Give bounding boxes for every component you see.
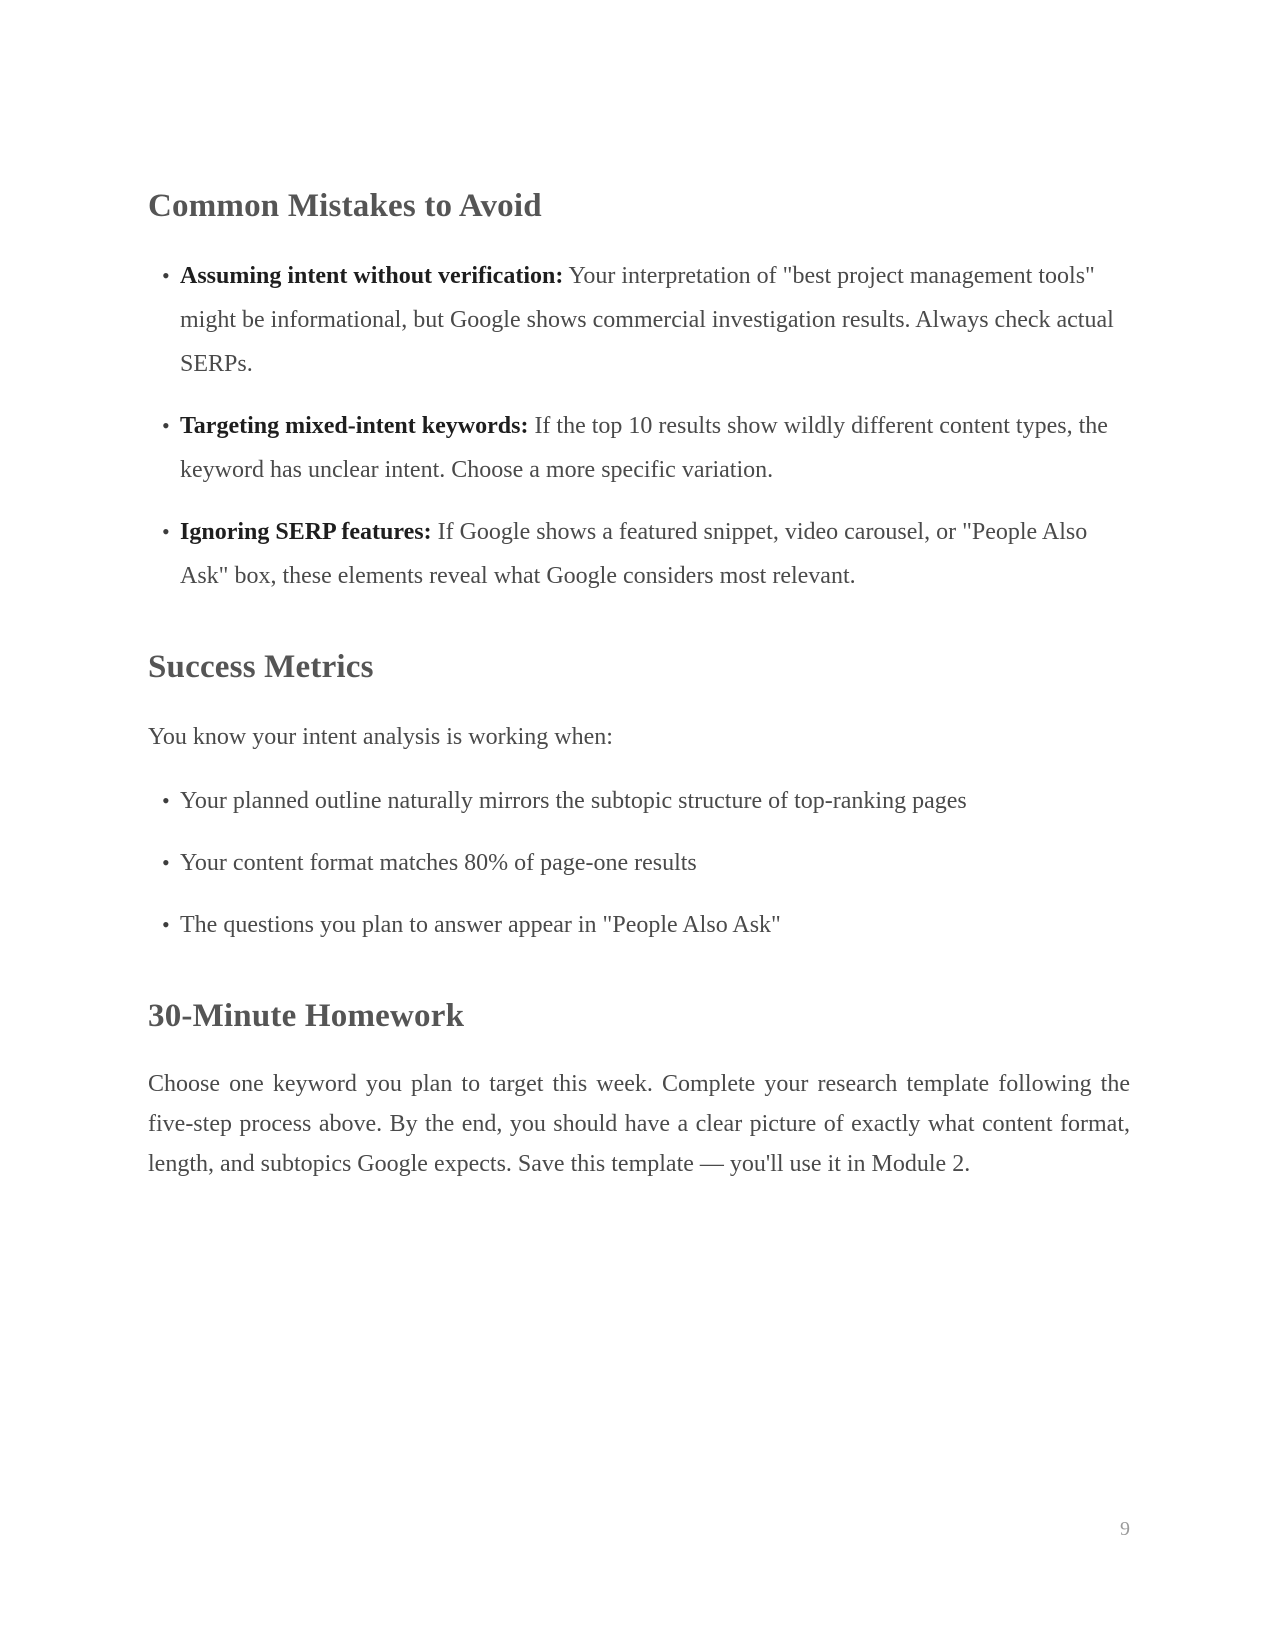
bullet-lead: Ignoring SERP features: <box>180 519 432 545</box>
bullet-content <box>180 519 1087 589</box>
section-heading-homework: 30-Minute Homework <box>148 998 465 1034</box>
bullet-content <box>180 263 1114 377</box>
bullet-marker: • <box>162 850 170 875</box>
bullet-marker: • <box>162 263 170 288</box>
bullet-marker: • <box>162 413 170 438</box>
list-item <box>148 254 1130 386</box>
bullet-text: If the top 10 results show wildly different content types, the keyword has unclear intent. Choose a more specific variation. <box>180 413 1108 483</box>
list-item <box>148 903 1130 947</box>
bullet-text: Your content format matches 80% of page-one results <box>180 850 697 876</box>
section-success-metrics <box>148 646 1130 947</box>
list-item <box>148 510 1130 598</box>
page-number: 9 <box>1120 1518 1130 1540</box>
bullet-lead: Assuming intent without verification: <box>180 263 564 289</box>
section-heading-common-mistakes: Common Mistakes to Avoid <box>148 188 542 224</box>
bullet-content <box>180 413 1108 483</box>
bullet-text: Your planned outline naturally mirrors the subtopic structure of top-ranking pages <box>180 788 967 814</box>
bullet-marker: • <box>162 788 170 813</box>
bullet-marker: • <box>162 912 170 937</box>
list-item <box>148 404 1130 492</box>
page-content <box>148 185 1130 1184</box>
common-mistakes-list <box>148 254 1130 598</box>
homework-paragraph: Choose one keyword you plan to target this week. Complete your research template following the five-step process above. By the end, you should have a clear picture of exactly what content format, length, and subtopics Google expects. Save this template — you'll use it in Module 2. <box>148 1071 1130 1177</box>
list-item <box>148 841 1130 885</box>
success-metrics-intro: You know your intent analysis is working when: <box>148 724 613 750</box>
list-item <box>148 779 1130 823</box>
bullet-marker: • <box>162 519 170 544</box>
bullet-text: The questions you plan to answer appear in "People Also Ask" <box>180 912 781 938</box>
success-metrics-list <box>148 779 1130 947</box>
section-heading-success-metrics: Success Metrics <box>148 649 374 685</box>
bullet-text: Your interpretation of "best project management tools" might be informational, but Google shows commercial investigation results. Always check actual SERPs. <box>180 263 1114 377</box>
bullet-lead: Targeting mixed-intent keywords: <box>180 413 529 439</box>
section-common-mistakes <box>148 185 1130 598</box>
bullet-text: If Google shows a featured snippet, video carousel, or "People Also Ask" box, these elements reveal what Google considers most relevant. <box>180 519 1088 589</box>
section-homework <box>148 995 1130 1184</box>
